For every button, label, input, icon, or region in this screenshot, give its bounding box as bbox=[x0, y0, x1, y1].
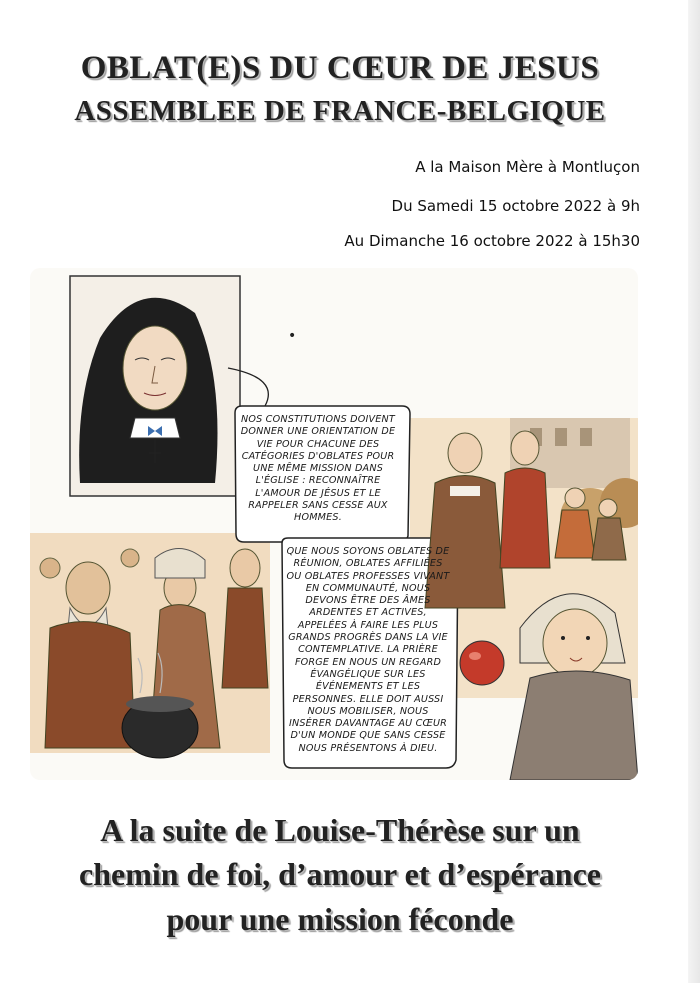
page-subtitle: ASSEMBLEE DE FRANCE-BELGIQUE bbox=[74, 95, 606, 127]
red-ball bbox=[460, 641, 504, 685]
figure-head bbox=[448, 433, 482, 473]
tagline-line-2: chemin de foi, d’amour et d’espérance bbox=[79, 856, 601, 892]
page-title: OBLAT(E)S DU CŒUR DE JESUS bbox=[80, 50, 600, 86]
speech-bubble-2-text: QUE NOUS SOYONS OBLATES DE RÉUNION, OBLATES AFFILIÉES OU OBLATES PROFESSES VIVANT EN COMMUNAUTÉ, NOUS DEVONS ÊTRE DES ÂMES ARDENTES ET ACTIVES, APPELÉES À FAIRE LES PLUS GRANDS PROGRÈS DANS LA VIE CONTEMPLATIVE. LA PRIÈRE FORGE EN NOUS UN REGARD ÉVANGÉLIQUE SUR LES ÉVÉNEMENTS ET LES PERSONNES. ELLE DOIT AUSSI NOUS MOBILISER, NOUS INSÉRER DAVANTAGE AU CŒUR D'UN MONDE QUE SANS CESSE NOUS PRÉSENTONS À DIEU. bbox=[286, 546, 450, 754]
tagline-line-3: pour une mission féconde bbox=[166, 901, 514, 937]
comic-illustration bbox=[30, 268, 638, 780]
speech-bubble-1-text: NOS CONSTITUTIONS DOIVENT DONNER UNE ORIENTATION DE VIE POUR CHACUNE DES CATÉGORIES D'OBLATES POUR UNE MÊME MISSION DANS L'ÉGLISE : RECONNAÎTRE L'AMOUR DE JÉSUS ET LE RAPPELER SANS CESSE AUX HOMMES. bbox=[240, 414, 396, 524]
tagline-line-1: A la suite de Louise-Thérèse sur un bbox=[100, 812, 580, 848]
event-start: Du Samedi 15 octobre 2022 à 9h bbox=[391, 197, 640, 215]
old-man-head bbox=[66, 562, 110, 614]
svg-text:•: • bbox=[288, 328, 297, 344]
event-location: A la Maison Mère à Montluçon bbox=[415, 158, 640, 176]
page-edge bbox=[688, 0, 700, 983]
event-end: Au Dimanche 16 octobre 2022 à 15h30 bbox=[344, 232, 640, 250]
